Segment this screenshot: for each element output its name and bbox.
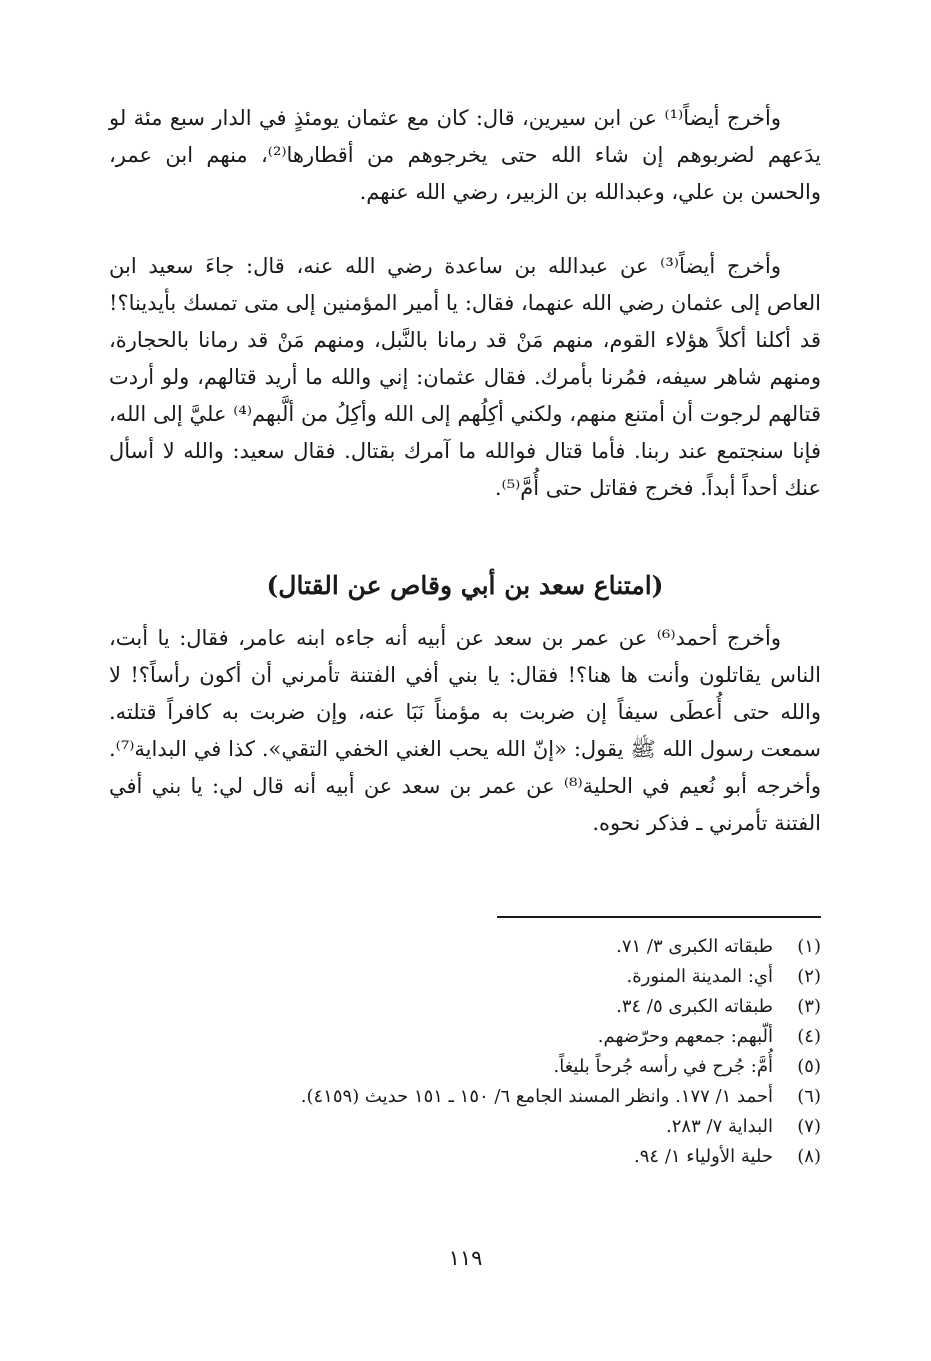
footnote-separator-rule xyxy=(497,916,821,918)
footnote-text: أي: المدينة المنورة. xyxy=(626,966,773,987)
paragraph-text: وأخرج أيضاً⁽¹⁾ عن ابن سيرين، قال: كان مع عثمان يومئذٍ في الدار سبع مئة لو يدَعهم لضربوهم إن شاء الله حتى يخرجوهم من أقطارها⁽²⁾، منهم ابن عمر، والحسن بن علي، وعبدالله بن الزبير، رضي الله عنهم. xyxy=(109,106,821,204)
paragraph-text: وأخرج أيضاً⁽³⁾ عن عبدالله بن ساعدة رضي الله عنه، قال: جاءَ سعيد ابن العاص إلى عثمان رضي الله عنهما، فقال: يا أمير المؤمنين إلى متى تمسك بأيدينا؟! قد أكلنا أكلاً هؤلاء القوم، منهم مَنْ قد رمانا بالنَّبل، ومنهم مَنْ قد رمانا بالحجارة، ومنهم شاهر سيفه، فمُرنا بأمرك. فقال عثمان: إني والله ما أريد قتالهم، ولو أردت قتالهم لرجوت أن أمتنع منهم، ولكني أكِلُهم إلى الله وأكِلُ من ألَّبهم⁽⁴⁾ عليَّ إلى الله، فإنا سنجتمع عند ربنا. فأما قتال فوالله ما آمرك بقتال. فقال سعيد: والله لا أسأل عنك أحداً أبداً. فخرج فقاتل حتى أُمَّ⁽⁵⁾. xyxy=(109,254,821,500)
paragraph-ibn-sirin xyxy=(109,100,821,211)
section-heading: (امتناع سعد بن أبي وقاص عن القتال) xyxy=(266,571,664,600)
footnote-item xyxy=(109,1142,821,1172)
paragraph-text: وأخرج أحمد⁽⁶⁾ عن عمر بن سعد عن أبيه أنه جاءه ابنه عامر، فقال: يا أبت، الناس يقاتلون وأنت ها هنا؟! فقال: يا بني أفي الفتنة تأمرني أن أكون رأساً؟! لا والله حتى أُعطَى سيفاً إن ضربت به مؤمناً نَبَا عنه، وإن ضربت به كافراً قتلته. سمعت رسول الله ﷺ يقول: «إنّ الله يحب الغني الخفي التقي». كذا في البداية⁽⁷⁾. وأخرجه أبو نُعيم في الحلية⁽⁸⁾ عن عمر بن سعد عن أبيه أنه قال لي: يا بني أفي الفتنة تأمرني ـ فذكر نحوه. xyxy=(109,626,822,835)
footnote-text: ألّبهم: جمعهم وحرّضهم. xyxy=(597,1026,773,1047)
footnote-text: أحمد ١/ ١٧٧. وانظر المسند الجامع ٦/ ١٥٠ ـ ١٥١ حديث (٤١٥٩). xyxy=(300,1086,773,1107)
footnote-item xyxy=(109,932,821,962)
footnote-number: (١) xyxy=(797,936,821,957)
page-number: ١١٩ xyxy=(448,1246,483,1270)
footnote-text: طبقاته الكبرى ٥/ ٣٤. xyxy=(616,996,773,1017)
footnote-text: طبقاته الكبرى ٣/ ٧١. xyxy=(616,936,773,957)
footnote-number: (٦) xyxy=(797,1086,821,1107)
footnotes-list xyxy=(109,932,821,1172)
footnote-number: (٥) xyxy=(797,1056,821,1077)
footnote-item xyxy=(109,962,821,992)
footnote-number: (٧) xyxy=(797,1116,821,1137)
footnote-number: (٤) xyxy=(797,1026,821,1047)
footnote-text: البداية ٧/ ٢٨٣. xyxy=(666,1116,773,1137)
paragraph-sad-ibn-abi-waqqas xyxy=(109,620,821,842)
footnote-item xyxy=(109,1112,821,1142)
footnote-text: حلية الأولياء ١/ ٩٤. xyxy=(634,1146,773,1167)
footnote-number: (٨) xyxy=(797,1146,821,1167)
footnote-item xyxy=(109,992,821,1022)
footnote-text: أُمَّ: جُرح في رأسه جُرحاً بليغاً. xyxy=(553,1056,773,1077)
footnote-item xyxy=(109,1082,821,1112)
footnote-item xyxy=(109,1052,821,1082)
footnote-item xyxy=(109,1022,821,1052)
paragraph-abdullah-ibn-saida xyxy=(109,248,821,507)
footnote-number: (٣) xyxy=(797,996,821,1017)
footnote-number: (٢) xyxy=(797,966,821,987)
